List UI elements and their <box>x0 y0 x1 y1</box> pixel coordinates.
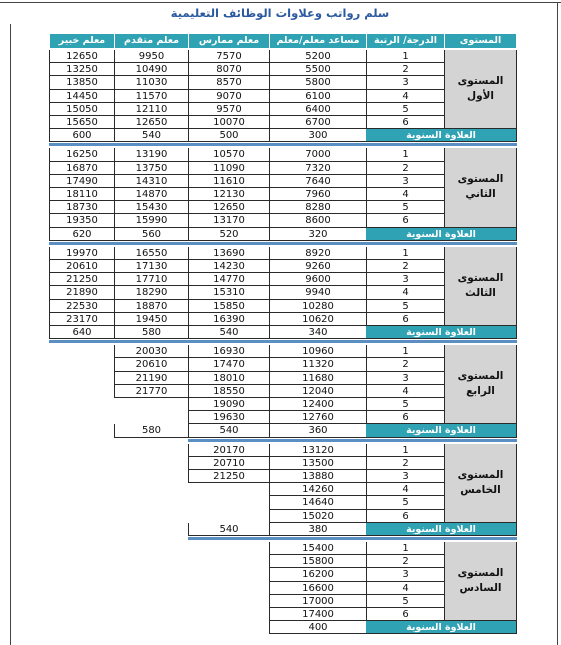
grade-cell: 6 <box>366 116 444 129</box>
salary-cell-practitioner: 11090 <box>188 162 269 175</box>
salary-cell-advanced: 17130 <box>114 260 188 273</box>
salary-cell-assistant: 7960 <box>269 188 366 201</box>
level-name-cell: المستوى الثالث <box>444 247 516 326</box>
salary-cell-advanced: 18870 <box>114 300 188 313</box>
allowance-value-advanced: 580 <box>114 424 188 437</box>
grade-cell: 2 <box>366 162 444 175</box>
grade-cell: 2 <box>366 260 444 273</box>
salary-cell-assistant: 6100 <box>269 90 366 103</box>
salary-cell-practitioner: 9070 <box>188 90 269 103</box>
salary-cell-practitioner: 18010 <box>188 372 269 385</box>
salary-cell-assistant: 11320 <box>269 358 366 371</box>
salary-cell-advanced: 14310 <box>114 175 188 188</box>
salary-cell-expert: 12650 <box>49 50 114 63</box>
salary-cell-practitioner: 15850 <box>188 300 269 313</box>
salary-cell-assistant: 9940 <box>269 286 366 299</box>
grade-cell: 5 <box>366 496 444 509</box>
header-practitioner: معلم ممارس <box>188 34 269 48</box>
level-separator <box>188 537 517 540</box>
grade-cell: 6 <box>366 411 444 424</box>
grade-cell: 3 <box>366 372 444 385</box>
grade-cell: 5 <box>366 398 444 411</box>
salary-cell-assistant: 12760 <box>269 411 366 424</box>
salary-cell-expert: 13250 <box>49 63 114 76</box>
salary-cell-assistant: 13880 <box>269 470 366 483</box>
salary-cell-expert: 18110 <box>49 188 114 201</box>
level-separator <box>49 340 517 343</box>
allowance-value-assistant: 380 <box>269 523 366 536</box>
grade-cell: 5 <box>366 300 444 313</box>
annual-allowance-label: العلاوة السنوية <box>366 228 516 241</box>
allowance-value-practitioner: 520 <box>188 228 269 241</box>
grade-cell: 3 <box>366 470 444 483</box>
salary-cell-assistant: 14640 <box>269 496 366 509</box>
salary-cell-practitioner: 19090 <box>188 398 269 411</box>
grade-cell: 1 <box>366 50 444 63</box>
salary-cell-assistant: 8280 <box>269 201 366 214</box>
grade-cell: 3 <box>366 76 444 89</box>
table-right-border <box>516 50 517 142</box>
allowance-value-assistant: 300 <box>269 129 366 142</box>
salary-cell-expert: 16250 <box>49 148 114 161</box>
salary-cell-expert: 18730 <box>49 201 114 214</box>
document-title: سلم رواتب وعلاوات الوظائف التعليمية <box>170 6 390 20</box>
annual-allowance-label: العلاوة السنوية <box>366 621 516 634</box>
level-separator <box>49 143 517 146</box>
allowance-value-expert: 640 <box>49 326 114 339</box>
salary-cell-expert: 13850 <box>49 76 114 89</box>
salary-cell-expert: 15650 <box>49 116 114 129</box>
header-assistant: مساعد معلم/معلم <box>269 34 366 48</box>
salary-cell-assistant: 5800 <box>269 76 366 89</box>
salary-cell-assistant: 5500 <box>269 63 366 76</box>
allowance-value-practitioner: 500 <box>188 129 269 142</box>
salary-cell-assistant: 7000 <box>269 148 366 161</box>
allowance-value-expert: 620 <box>49 228 114 241</box>
salary-cell-assistant: 10960 <box>269 345 366 358</box>
grade-cell: 2 <box>366 63 444 76</box>
salary-cell-advanced: 11570 <box>114 90 188 103</box>
annual-allowance-label: العلاوة السنوية <box>366 424 516 437</box>
allowance-value-practitioner: 540 <box>188 326 269 339</box>
grade-cell: 1 <box>366 247 444 260</box>
salary-cell-practitioner: 9570 <box>188 103 269 116</box>
level-name-cell: المستوى السادس <box>444 542 516 621</box>
salary-cell-assistant: 7320 <box>269 162 366 175</box>
grade-cell: 4 <box>366 286 444 299</box>
allowance-value-practitioner: 540 <box>188 424 269 437</box>
grade-cell: 6 <box>366 608 444 621</box>
grade-cell: 2 <box>366 457 444 470</box>
salary-cell-expert: 17490 <box>49 175 114 188</box>
salary-cell-assistant: 16600 <box>269 582 366 595</box>
salary-cell-assistant: 17000 <box>269 595 366 608</box>
grade-cell: 1 <box>366 444 444 457</box>
salary-cell-advanced: 10490 <box>114 63 188 76</box>
salary-cell-advanced: 11030 <box>114 76 188 89</box>
salary-cell-assistant: 10280 <box>269 300 366 313</box>
grade-cell: 3 <box>366 568 444 581</box>
salary-cell-assistant: 6400 <box>269 103 366 116</box>
grade-cell: 3 <box>366 273 444 286</box>
allowance-value-practitioner: 540 <box>188 523 269 536</box>
table-right-border <box>516 542 517 634</box>
salary-cell-expert: 21890 <box>49 286 114 299</box>
salary-cell-practitioner: 17470 <box>188 358 269 371</box>
salary-cell-advanced: 13750 <box>114 162 188 175</box>
header-expert: معلم خبير <box>49 34 114 48</box>
salary-cell-assistant: 6700 <box>269 116 366 129</box>
salary-cell-practitioner: 19630 <box>188 411 269 424</box>
level-name-cell: المستوى الرابع <box>444 345 516 424</box>
salary-cell-advanced: 15990 <box>114 214 188 227</box>
salary-cell-practitioner: 10570 <box>188 148 269 161</box>
grade-cell: 2 <box>366 358 444 371</box>
salary-cell-practitioner: 11610 <box>188 175 269 188</box>
grade-cell: 1 <box>366 345 444 358</box>
salary-cell-advanced: 14870 <box>114 188 188 201</box>
table-right-border <box>516 345 517 437</box>
salary-cell-advanced: 21770 <box>114 385 188 398</box>
salary-cell-expert: 21250 <box>49 273 114 286</box>
salary-cell-assistant: 13500 <box>269 457 366 470</box>
allowance-value-advanced: 540 <box>114 129 188 142</box>
level-name-cell: المستوى الخامس <box>444 444 516 523</box>
salary-cell-practitioner: 7570 <box>188 50 269 63</box>
salary-cell-practitioner: 21250 <box>188 470 269 483</box>
salary-cell-practitioner: 8570 <box>188 76 269 89</box>
salary-cell-advanced: 18290 <box>114 286 188 299</box>
salary-cell-assistant: 11680 <box>269 372 366 385</box>
salary-cell-expert: 22530 <box>49 300 114 313</box>
header-level: المستوى <box>444 34 516 48</box>
table-right-border <box>516 247 517 339</box>
salary-cell-practitioner: 13170 <box>188 214 269 227</box>
level-name-cell: المستوى الأول <box>444 50 516 129</box>
salary-cell-advanced: 20610 <box>114 358 188 371</box>
annual-allowance-label: العلاوة السنوية <box>366 523 516 536</box>
salary-cell-practitioner: 14230 <box>188 260 269 273</box>
salary-cell-advanced: 12110 <box>114 103 188 116</box>
salary-cell-assistant: 17400 <box>269 608 366 621</box>
grade-cell: 4 <box>366 483 444 496</box>
salary-cell-assistant: 13120 <box>269 444 366 457</box>
salary-cell-assistant: 9260 <box>269 260 366 273</box>
page-right-rule <box>557 2 558 645</box>
salary-cell-practitioner: 8070 <box>188 63 269 76</box>
salary-cell-advanced: 17710 <box>114 273 188 286</box>
salary-cell-assistant: 7640 <box>269 175 366 188</box>
allowance-value-assistant: 340 <box>269 326 366 339</box>
salary-cell-expert: 19350 <box>49 214 114 227</box>
salary-cell-assistant: 8600 <box>269 214 366 227</box>
grade-cell: 5 <box>366 201 444 214</box>
allowance-value-assistant: 400 <box>269 621 366 634</box>
salary-cell-assistant: 15800 <box>269 555 366 568</box>
salary-cell-practitioner: 12130 <box>188 188 269 201</box>
salary-cell-assistant: 5200 <box>269 50 366 63</box>
page-left-rule <box>10 24 11 645</box>
salary-cell-practitioner: 18550 <box>188 385 269 398</box>
salary-cell-advanced: 20030 <box>114 345 188 358</box>
salary-cell-practitioner: 20170 <box>188 444 269 457</box>
salary-cell-advanced: 13190 <box>114 148 188 161</box>
salary-cell-assistant: 10620 <box>269 313 366 326</box>
salary-cell-assistant: 15020 <box>269 510 366 523</box>
salary-cell-advanced: 19450 <box>114 313 188 326</box>
salary-cell-expert: 15050 <box>49 103 114 116</box>
salary-cell-practitioner: 12650 <box>188 201 269 214</box>
table-right-border <box>516 444 517 536</box>
grade-cell: 1 <box>366 148 444 161</box>
salary-cell-assistant: 14260 <box>269 483 366 496</box>
annual-allowance-label: العلاوة السنوية <box>366 326 516 339</box>
salary-cell-advanced: 12650 <box>114 116 188 129</box>
salary-cell-assistant: 12040 <box>269 385 366 398</box>
grade-cell: 6 <box>366 313 444 326</box>
salary-cell-expert: 20610 <box>49 260 114 273</box>
salary-cell-assistant: 9600 <box>269 273 366 286</box>
salary-cell-practitioner: 20710 <box>188 457 269 470</box>
grade-cell: 1 <box>366 542 444 555</box>
level-separator <box>188 439 517 442</box>
salary-cell-expert: 19970 <box>49 247 114 260</box>
salary-cell-expert: 23170 <box>49 313 114 326</box>
salary-cell-practitioner: 15310 <box>188 286 269 299</box>
page-top-rule <box>0 2 561 3</box>
salary-cell-practitioner: 14770 <box>188 273 269 286</box>
salary-cell-assistant: 12400 <box>269 398 366 411</box>
grade-cell: 4 <box>366 188 444 201</box>
header-advanced: معلم متقدم <box>114 34 188 48</box>
grade-cell: 4 <box>366 90 444 103</box>
salary-cell-advanced: 16550 <box>114 247 188 260</box>
grade-cell: 6 <box>366 510 444 523</box>
annual-allowance-label: العلاوة السنوية <box>366 129 516 142</box>
salary-cell-practitioner: 13690 <box>188 247 269 260</box>
grade-cell: 2 <box>366 555 444 568</box>
header-grade: الدرجة/ الرتبة <box>366 34 444 48</box>
salary-cell-practitioner: 10070 <box>188 116 269 129</box>
grade-cell: 3 <box>366 175 444 188</box>
salary-cell-advanced: 9950 <box>114 50 188 63</box>
salary-cell-assistant: 16200 <box>269 568 366 581</box>
grade-cell: 5 <box>366 103 444 116</box>
level-name-cell: المستوى الثاني <box>444 148 516 227</box>
allowance-value-assistant: 320 <box>269 228 366 241</box>
allowance-value-advanced: 560 <box>114 228 188 241</box>
salary-cell-advanced: 15430 <box>114 201 188 214</box>
table-right-border <box>516 148 517 240</box>
grade-cell: 4 <box>366 385 444 398</box>
salary-cell-assistant: 15400 <box>269 542 366 555</box>
allowance-value-expert: 600 <box>49 129 114 142</box>
salary-cell-advanced: 21190 <box>114 372 188 385</box>
salary-cell-assistant: 8920 <box>269 247 366 260</box>
grade-cell: 6 <box>366 214 444 227</box>
allowance-value-assistant: 360 <box>269 424 366 437</box>
salary-cell-practitioner: 16390 <box>188 313 269 326</box>
salary-cell-practitioner: 16930 <box>188 345 269 358</box>
allowance-value-advanced: 580 <box>114 326 188 339</box>
grade-cell: 4 <box>366 582 444 595</box>
salary-cell-expert: 14450 <box>49 90 114 103</box>
grade-cell: 5 <box>366 595 444 608</box>
salary-cell-expert: 16870 <box>49 162 114 175</box>
level-separator <box>49 242 517 245</box>
